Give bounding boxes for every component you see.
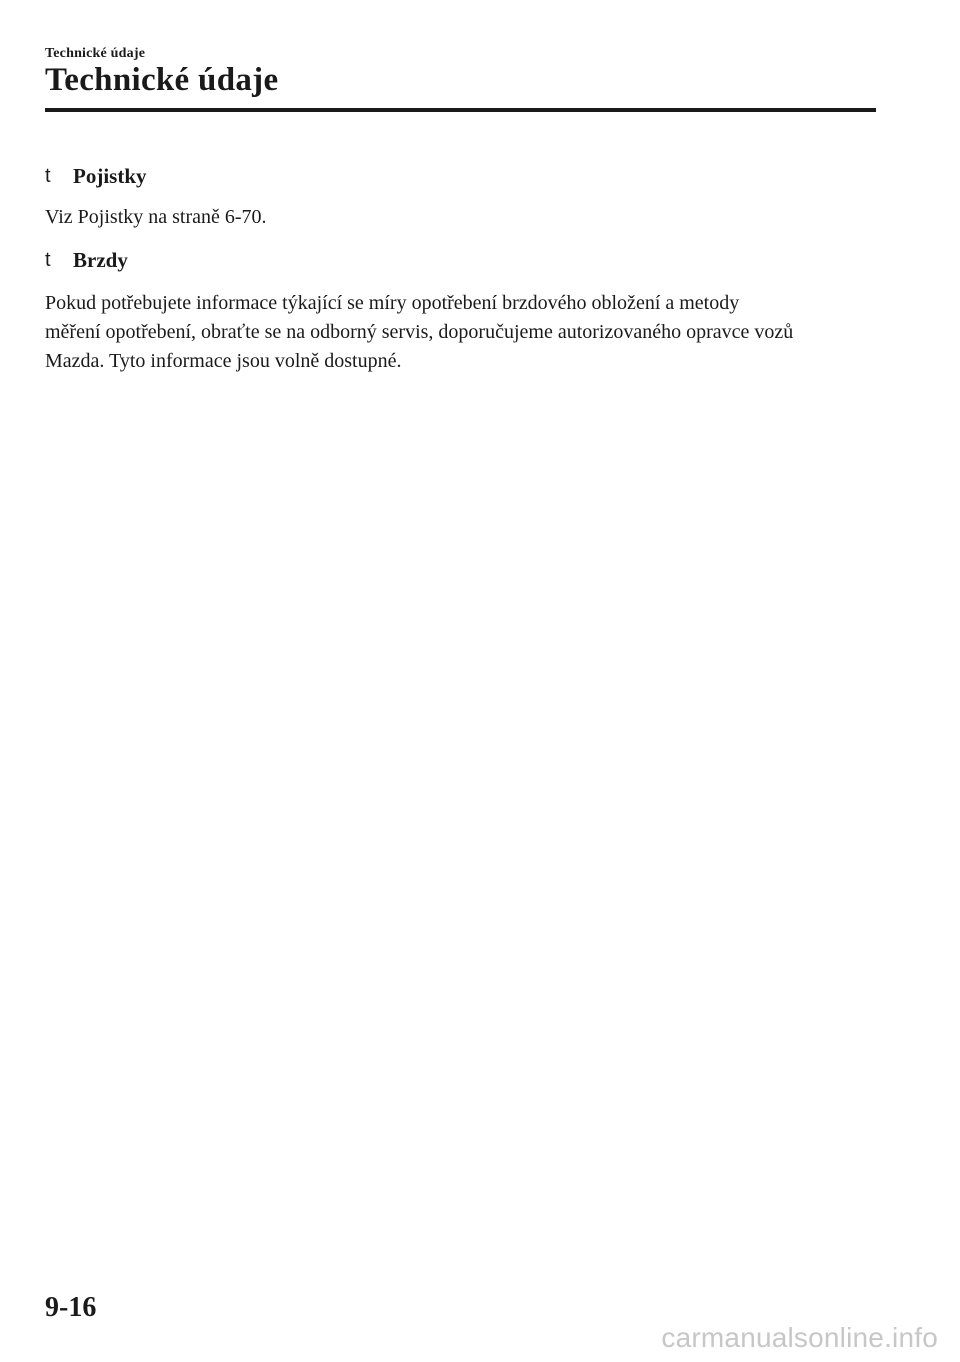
watermark: carmanualsonline.info (661, 1322, 938, 1353)
section-body: Pokud potřebujete informace týkající se míry opotřebení brzdového obložení a metody měření opotřebení, obraťte se na odborný servis, doporučujeme autorizovaného opravce vozů Mazda. Tyto informace jsou volně dostupné. (45, 292, 794, 372)
running-header: Technické údaje (45, 46, 146, 61)
chapter-title: Technické údaje (45, 62, 279, 98)
page-number: 9-16 (45, 1292, 97, 1323)
bullet-icon: t (45, 164, 51, 187)
section-heading-text: Pojistky (73, 163, 147, 188)
section-body: Viz Pojistky na straně 6-70. (45, 206, 267, 228)
section-heading-text: Brzdy (73, 247, 128, 272)
section-brzdy (45, 245, 885, 376)
section-pojistky (45, 161, 885, 232)
bullet-icon: t (45, 248, 51, 271)
section-heading (45, 161, 885, 191)
title-divider (45, 108, 876, 112)
section-heading (45, 245, 885, 275)
